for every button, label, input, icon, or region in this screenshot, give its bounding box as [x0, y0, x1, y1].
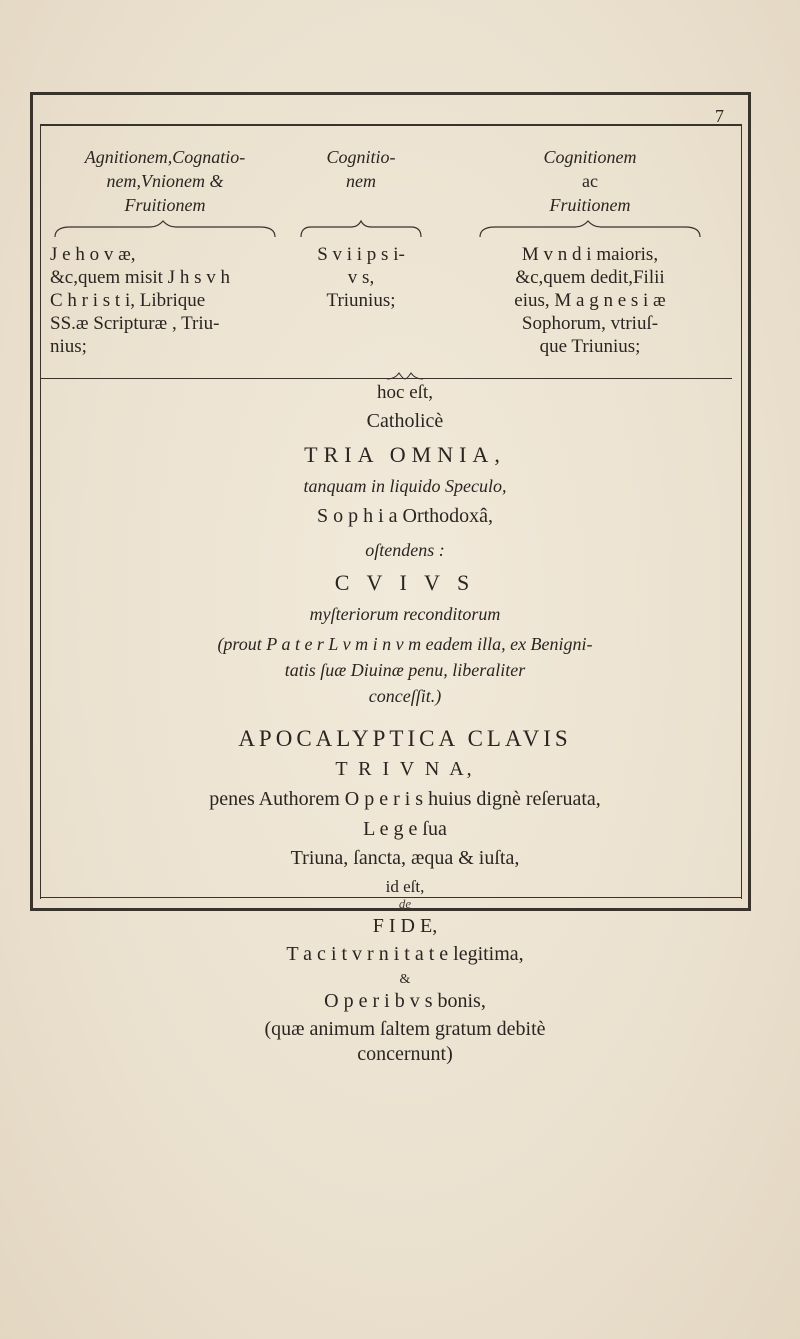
- top-outer-rule: [30, 92, 748, 95]
- column-middle-heading-1: Cognitio-: [326, 147, 396, 167]
- main-line-23: (quæ animum ſaltem gratum debitè: [264, 1018, 546, 1040]
- main-line-21: &: [399, 972, 411, 987]
- main-line-19: F I D E,: [372, 915, 438, 937]
- main-line-4: tanquam in liquido Speculo,: [303, 476, 507, 496]
- brace-ornament: [50, 219, 280, 243]
- main-line-15: L e g e ſua: [363, 818, 447, 840]
- main-line-12: APOCALYPTICA CLAVIS: [238, 726, 572, 751]
- right-outer-rule: [748, 92, 751, 911]
- column-left-heading-3: Fruitionem: [124, 195, 206, 215]
- main-line-20: T a c i t v r n i t a t e legitima,: [286, 943, 524, 965]
- column-right-text-5: que Triunius;: [539, 336, 641, 357]
- column-middle-heading-2: nem: [346, 171, 376, 191]
- column-left-heading-2: nem,Vnionem &: [106, 171, 224, 191]
- main-line-11: conceſſit.): [368, 686, 442, 706]
- main-line-8: myſteriorum reconditorum: [309, 604, 501, 624]
- brace-ornament: [296, 219, 426, 243]
- header-rule: [40, 124, 742, 126]
- column-right-text-4: Sophorum, vtriuſ-: [521, 313, 659, 334]
- main-line-7: C V I V S: [334, 570, 476, 595]
- column-right-heading-3: Fruitionem: [549, 195, 631, 215]
- left-inner-rule: [40, 124, 41, 899]
- column-left-text-3: C h r i s t i, Librique: [50, 290, 206, 311]
- column-middle: [296, 145, 426, 312]
- column-left-text-1: J e h o v æ,: [50, 244, 136, 265]
- column-left-text-4: SS.æ Scripturæ , Triu-: [50, 313, 220, 334]
- brace-ornament: [475, 219, 705, 243]
- main-line-5: S o p h i a Orthodoxâ,: [316, 505, 494, 527]
- main-line-10: tatis ſuæ Diuinæ penu, liberaliter: [284, 660, 526, 680]
- left-outer-rule: [30, 92, 33, 911]
- column-right-text-2: &c,quem dedit,Filii: [515, 267, 665, 288]
- main-line-2: Catholicè: [366, 410, 444, 432]
- main-line-6: oſtendens :: [365, 540, 445, 560]
- column-middle-text-3: Triunius;: [326, 290, 396, 311]
- column-right-heading-1: Cognitionem: [543, 147, 637, 167]
- main-line-24: concernunt): [357, 1043, 453, 1065]
- column-left-heading-1: Agnitionem,Cognatio-: [84, 147, 246, 167]
- main-line-22: O p e r i b v s bonis,: [324, 990, 486, 1012]
- main-line-17: id eſt,: [385, 877, 425, 896]
- page-number: 7: [715, 106, 724, 126]
- column-right-text-3: eius, M a g n e s i æ: [514, 290, 666, 311]
- main-line-14: penes Authorem O p e r i s huius dignè reſeruata,: [209, 788, 601, 810]
- column-right-heading-2: ac: [582, 171, 598, 191]
- column-left-text-5: nius;: [50, 336, 87, 357]
- column-left: [50, 145, 280, 358]
- main-line-16: Triuna, ſancta, æqua & iuſta,: [290, 847, 520, 869]
- right-inner-rule: [741, 124, 742, 899]
- main-line-9: (prout P a t e r L v m i n v m eadem illa, ex Benigni-: [217, 634, 593, 654]
- column-left-text-2: &c,quem misit J h s v h: [50, 267, 230, 288]
- main-line-18: de: [398, 896, 412, 911]
- column-right-text-1: M v n d i maioris,: [521, 244, 659, 265]
- main-line-1: hoc eſt,: [377, 382, 433, 403]
- column-middle-text-1: S v i i p s i-: [317, 244, 405, 265]
- column-right: [475, 145, 705, 358]
- main-line-13: T R I V N A,: [335, 758, 475, 780]
- column-middle-text-2: v s,: [347, 267, 375, 288]
- main-line-3: TRIA OMNIA,: [304, 442, 506, 467]
